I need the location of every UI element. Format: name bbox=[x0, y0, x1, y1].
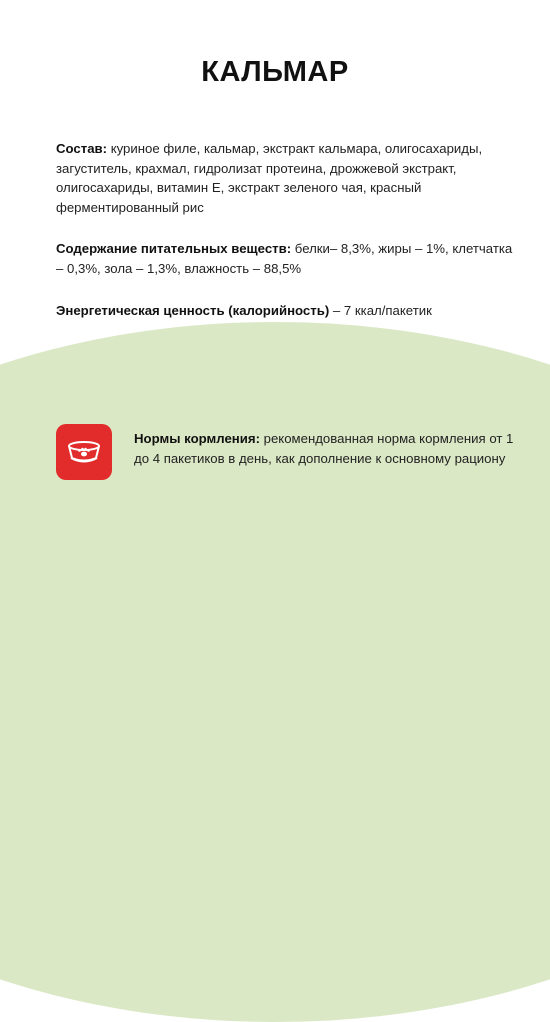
feeding-block bbox=[56, 424, 516, 504]
page-title: КАЛЬМАР bbox=[201, 56, 349, 88]
energy-label: Энергетическая ценность (калорийность) bbox=[56, 303, 330, 318]
pet-bowl-icon-graphic bbox=[64, 436, 104, 468]
feeding-text: рекомендованная норма кормления от 1 до 4 пакетиков в день, как дополнение к основному рациону bbox=[134, 431, 514, 466]
nutrients-text: белки– 8,3%, жиры – 1%, клетчатка – 0,3%, зола – 1,3%, влажность – 88,5% bbox=[56, 241, 513, 276]
composition-paragraph bbox=[56, 139, 516, 217]
feeding-label: Нормы кормления: bbox=[134, 431, 260, 446]
energy-text: – 7 ккал/пакетик bbox=[329, 303, 432, 318]
energy-paragraph bbox=[56, 301, 516, 321]
composition-label: Состав: bbox=[56, 141, 108, 156]
nutrients-label: Содержание питательных веществ: bbox=[56, 241, 292, 256]
composition-text: куриное филе, кальмар, экстракт кальмара, олигосахариды, загуститель, крахмал, гидролизат протеина, дрожжевой экстракт, олигосахариды, витамин Е, экстракт зеленого чая, красный ферментированный рис bbox=[56, 141, 483, 215]
nutrients-paragraph bbox=[56, 239, 516, 278]
feeding-paragraph bbox=[134, 429, 514, 468]
pet-bowl-icon bbox=[56, 424, 112, 480]
